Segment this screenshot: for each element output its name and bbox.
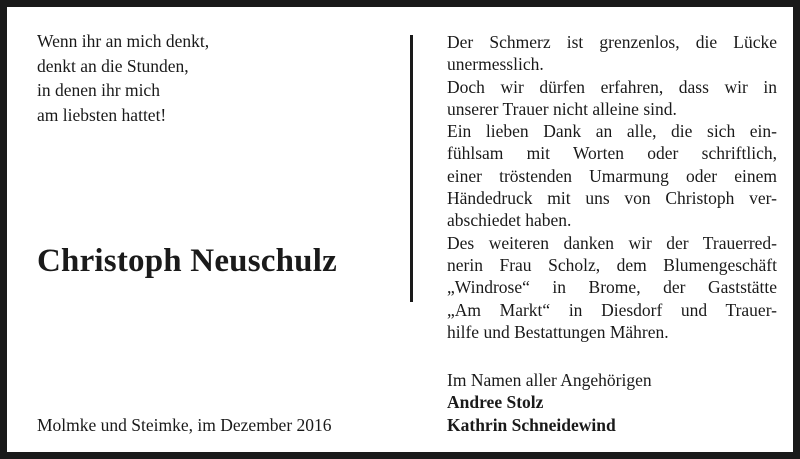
- thanks-line: „Am Markt“ in Diesdorf und Trauer-: [447, 299, 777, 320]
- thanks-line: fühlsam mit Worten oder schriftlich,: [447, 143, 777, 164]
- thanks-line: einer tröstenden Umarmung oder einem: [447, 165, 777, 186]
- signer-name: Andree Stolz: [447, 392, 544, 413]
- thanks-line: „Windrose“ in Brome, der Gaststätte: [447, 277, 777, 298]
- closing-signature: [447, 369, 777, 436]
- thanks-line: nerin Frau Scholz, dem Blumengeschäft: [447, 254, 777, 275]
- thank-you-text: [447, 31, 777, 343]
- column-divider: [410, 35, 413, 302]
- thanks-line: abschiedet haben.: [447, 210, 572, 231]
- verse-line: in denen ihr mich: [37, 80, 160, 100]
- thanks-line: Der Schmerz ist grenzenlos, die Lücke: [447, 32, 777, 52]
- thanks-line: Des weiteren danken wir der Trauerred-: [447, 232, 777, 253]
- thanks-line: hilfe und Bestattungen Mähren.: [447, 321, 669, 342]
- verse-line: denkt an die Stunden,: [37, 55, 189, 76]
- thanks-line: Ein lieben Dank an alle, die sich ein-: [447, 121, 777, 142]
- closing-intro: Im Namen aller Angehörigen: [447, 370, 652, 390]
- thanks-line: unserer Trauer nicht alleine sind.: [447, 98, 677, 119]
- memorial-verse: [37, 29, 367, 127]
- verse-line: am liebsten hattet!: [37, 104, 167, 125]
- thanks-line: unermesslich.: [447, 54, 544, 75]
- deceased-name: Christoph Neuschulz: [37, 243, 337, 279]
- thanks-line: Doch wir dürfen erfahren, dass wir in: [447, 76, 777, 97]
- signer-name: Kathrin Schneidewind: [447, 414, 616, 435]
- place-and-date: Molmke und Steimke, im Dezember 2016: [37, 415, 332, 435]
- thanks-line: Händedruck mit uns von Christoph ver-: [447, 188, 777, 209]
- verse-line: Wenn ihr an mich denkt,: [37, 31, 210, 51]
